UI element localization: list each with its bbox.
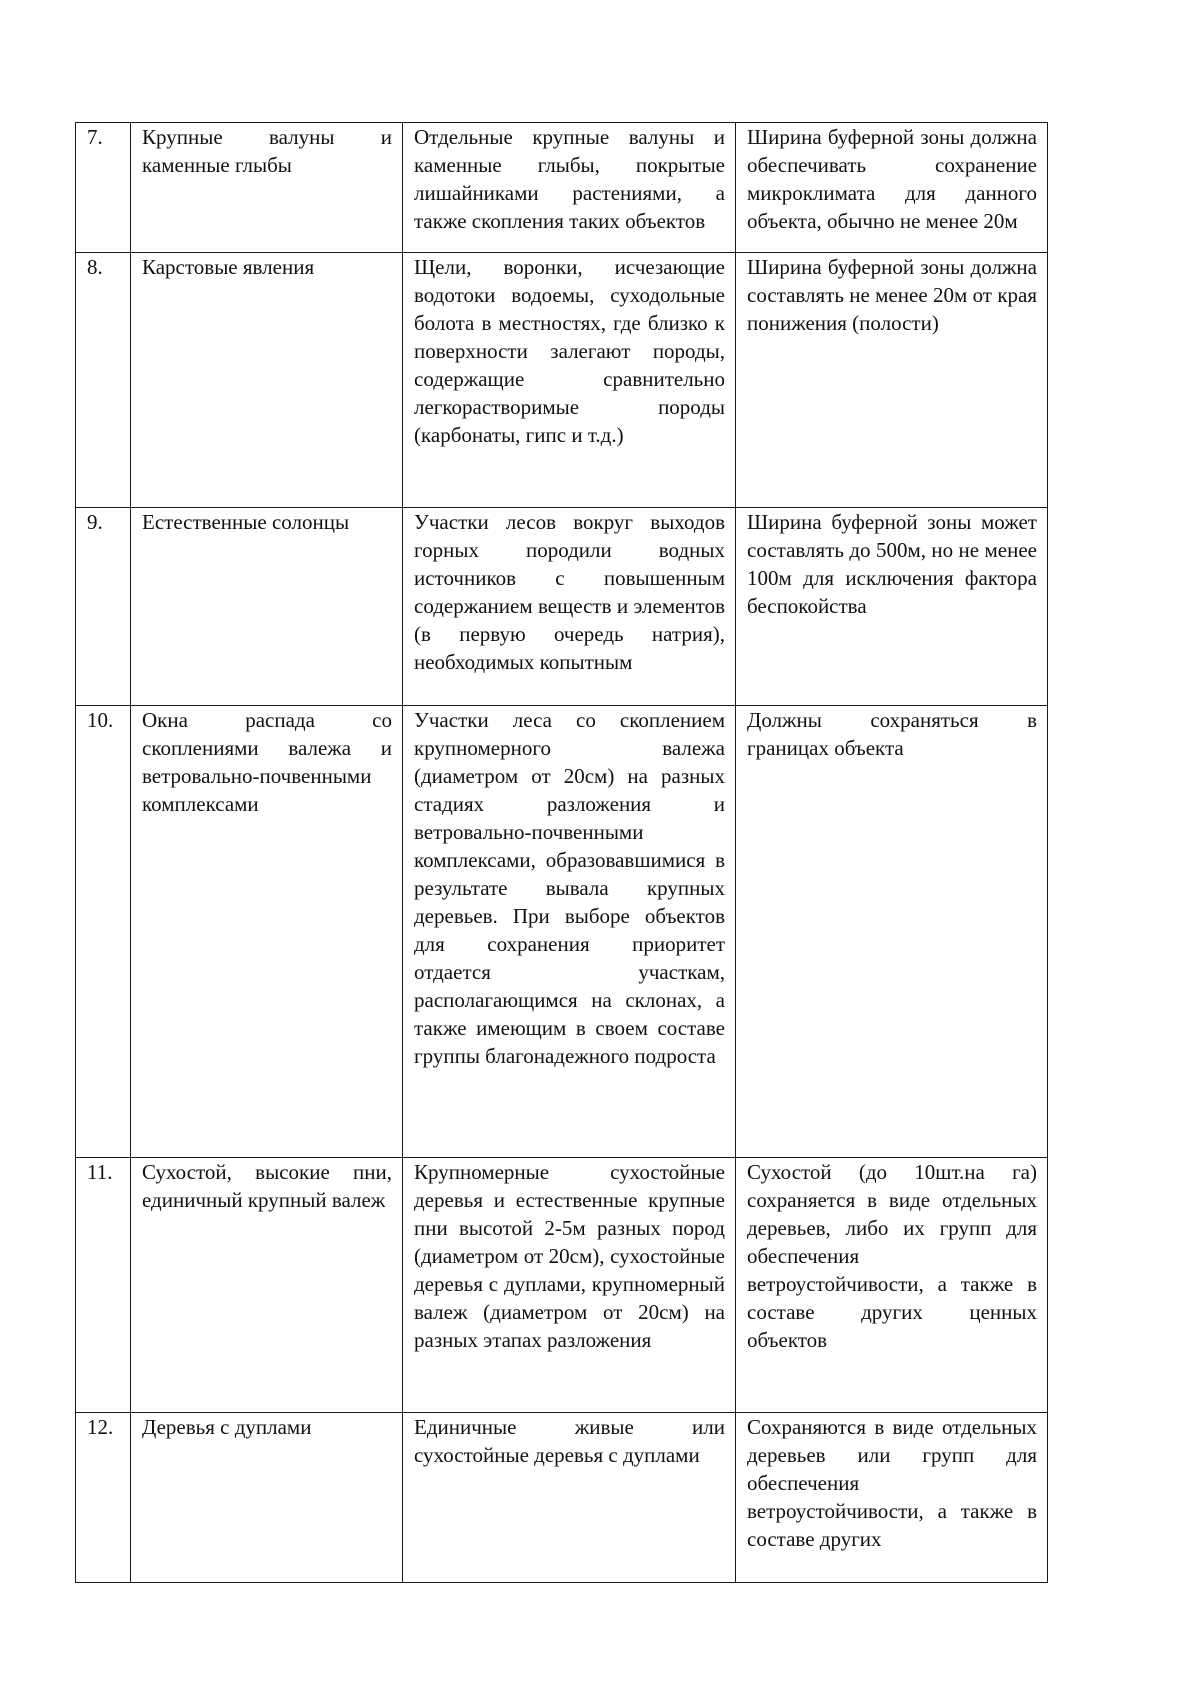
table-row bbox=[76, 508, 1048, 706]
object-description: Участки лесов вокруг выходов горных породили водных источников с повышенным содержанием веществ и элементов (в первую очередь натрия), необходимых копытным bbox=[403, 508, 736, 706]
table-row bbox=[76, 1413, 1048, 1583]
row-number: 10. bbox=[76, 706, 131, 1158]
object-description: Участки леса со скоплением крупномерного валежа (диаметром от 20см) на разных стадиях разложения и ветровально-почвенными комплексами, образовавшимися в результате вывала крупных деревьев. При выборе объектов для сохранения приоритет отдается участкам, располагающимся на склонах, а также имеющим в своем составе группы благонадежного подроста bbox=[403, 706, 736, 1158]
table-row bbox=[76, 706, 1048, 1158]
object-description: Крупномерные сухостойные деревья и естественные крупные пни высотой 2-5м разных пород (диаметром от 20см), сухостойные деревья с дуплами, крупномерный валеж (диаметром от 20см) на разных этапах разложения bbox=[403, 1158, 736, 1413]
object-description: Единичные живые или сухостойные деревья с дуплами bbox=[403, 1413, 736, 1583]
object-name: Карстовые явления bbox=[131, 253, 403, 508]
object-name: Окна распада со скоплениями валежа и ветровально-почвенными комплексами bbox=[131, 706, 403, 1158]
buffer-zone: Ширина буферной зоны должна составлять не менее 20м от края понижения (полости) bbox=[736, 253, 1048, 508]
row-number: 12. bbox=[76, 1413, 131, 1583]
table-row bbox=[76, 253, 1048, 508]
buffer-zone: Ширина буферной зоны должна обеспечивать сохранение микроклимата для данного объекта, обычно не менее 20м bbox=[736, 123, 1048, 253]
object-description: Щели, воронки, исчезающие водотоки водоемы, суходольные болота в местностях, где близко к поверхности залегают породы, содержащие сравнительно легкорастворимые породы (карбонаты, гипс и т.д.) bbox=[403, 253, 736, 508]
buffer-zone: Сухостой (до 10шт.на га) сохраняется в виде отдельных деревьев, либо их групп для обеспечения ветроустойчивости, а также в составе других ценных объектов bbox=[736, 1158, 1048, 1413]
row-number: 8. bbox=[76, 253, 131, 508]
object-name: Сухостой, высокие пни, единичный крупный валеж bbox=[131, 1158, 403, 1413]
row-number: 9. bbox=[76, 508, 131, 706]
buffer-zone: Должны сохраняться в границах объекта bbox=[736, 706, 1048, 1158]
row-number: 11. bbox=[76, 1158, 131, 1413]
table-row bbox=[76, 1158, 1048, 1413]
object-name: Естественные солонцы bbox=[131, 508, 403, 706]
protected-objects-table bbox=[75, 122, 1048, 1583]
buffer-zone: Ширина буферной зоны может составлять до 500м, но не менее 100м для исключения фактора беспокойства bbox=[736, 508, 1048, 706]
buffer-zone: Сохраняются в виде отдельных деревьев или групп для обеспечения ветроустойчивости, а также в составе других bbox=[736, 1413, 1048, 1583]
row-number: 7. bbox=[76, 123, 131, 253]
object-name: Крупные валуны и каменные глыбы bbox=[131, 123, 403, 253]
table-row bbox=[76, 123, 1048, 253]
object-name: Деревья с дуплами bbox=[131, 1413, 403, 1583]
object-description: Отдельные крупные валуны и каменные глыбы, покрытые лишайниками растениями, а также скопления таких объектов bbox=[403, 123, 736, 253]
